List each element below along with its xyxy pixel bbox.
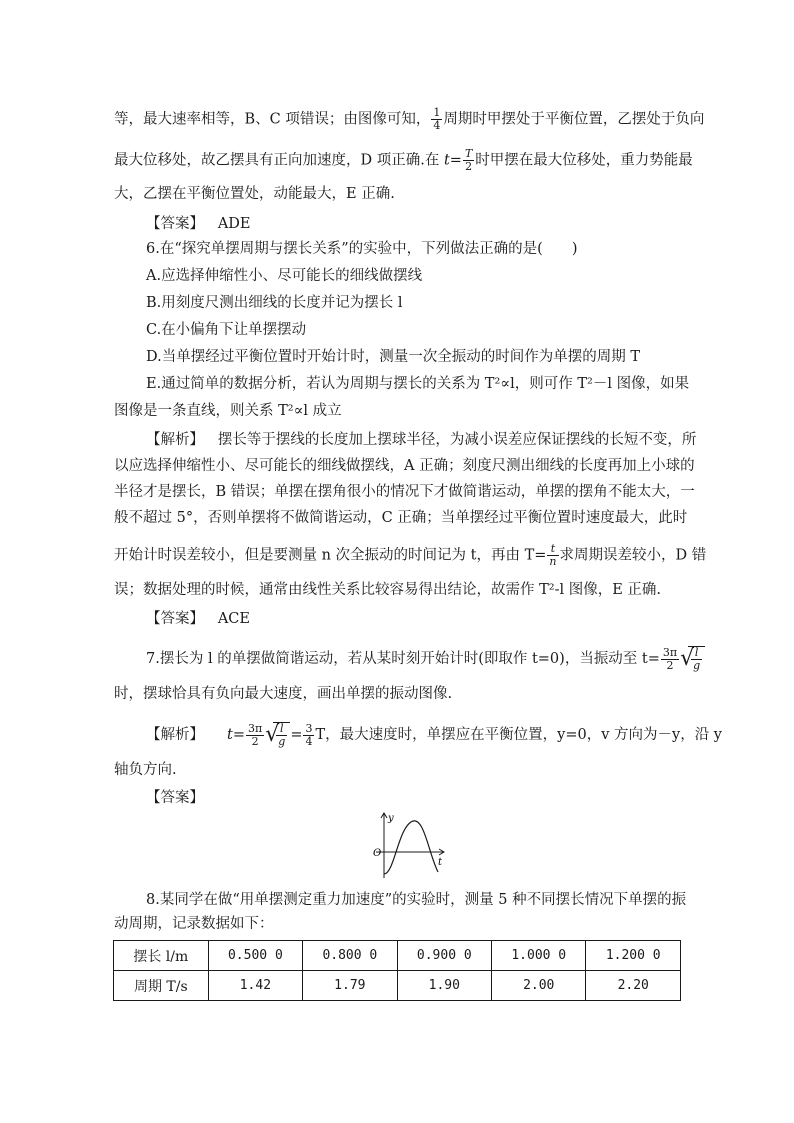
text-span: 最大位移处，故乙摆具有正向加速度，D 项正确.在 (114, 152, 440, 169)
fraction-denominator: 4 (305, 734, 313, 748)
fraction-denominator: n (549, 555, 557, 568)
table-cell: 0.800 0 (303, 941, 397, 971)
option-e: E.通过简单的数据分析，若认为周期与摆长的关系为 T²∝l，则可作 T²－l 图像，如果 (146, 376, 690, 392)
table-cell: 1.200 0 (586, 941, 681, 971)
table-header-cell: 摆长 l/m (114, 941, 209, 971)
solution-line (146, 430, 696, 450)
text-span: 等，最大速率相等，B、C 项错误；由图像可知， (114, 111, 431, 128)
text-span: 摆长等于摆线的长度加上摆球半径，为减小误差应保证摆线的长短不变，所 (217, 432, 697, 448)
text-line: 时，摆球恰具有负向最大速度，画出单摆的振动图像. (114, 686, 453, 702)
solution-label: 【解析】 (146, 727, 204, 743)
fraction-denominator: 4 (433, 119, 441, 132)
text-span: T，最大速度时，单摆应在平衡位置，y=0，v 方向为－y，沿 y (315, 727, 722, 743)
option-a: A.应选择伸缩性小、尽可能长的细线做摆线 (146, 268, 423, 284)
math-eq: = (449, 152, 462, 169)
question-stem (146, 646, 705, 672)
table-cell: 1.000 0 (492, 941, 586, 971)
vibration-graph (370, 810, 450, 880)
fraction-denominator: g (278, 735, 286, 748)
fraction-3pi-over-2 (246, 723, 264, 748)
text-line (114, 107, 704, 132)
answer-line (146, 214, 251, 234)
y-axis-label: y (388, 813, 394, 824)
option-e-continued: 图像是一条直线，则关系 T²∝l 成立 (114, 403, 342, 419)
option-d: D.当单摆经过平衡位置时开始计时，测量一次全振动的时间作为单摆的周期 T (146, 349, 640, 365)
fraction-numerator: l (276, 723, 287, 736)
text-line (114, 148, 693, 173)
table-cell: 2.20 (586, 971, 681, 1001)
option-c: C.在小偏角下让单摆摆动 (146, 322, 307, 338)
answer-value: ACE (217, 611, 250, 627)
math-eq: = (290, 727, 303, 743)
radical-sign: √ (265, 722, 280, 747)
table-cell: 1.90 (397, 971, 491, 1001)
question-stem: 6.在“探究单摆周期与摆长关系”的实验中，下列做法正确的是( ) (146, 241, 578, 257)
fraction-denominator: 2 (251, 734, 259, 748)
table-cell: 0.500 0 (208, 941, 302, 971)
t-axis-label: t (438, 857, 443, 868)
answer-value: ADE (217, 216, 251, 232)
fraction-3-over-4 (303, 723, 314, 748)
text-line: 大，乙摆在平衡位置处，动能最大，E 正确. (114, 186, 395, 202)
question-stem: 8.某同学在做“用单摆测定重力加速度”的实验时，测量 5 种不同摆长情况下单摆的振 (146, 892, 687, 908)
fraction-denominator: 2 (666, 658, 674, 672)
radical-sign: √ (680, 646, 695, 671)
sqrt-l-over-g (265, 722, 290, 748)
table-cell: 1.42 (208, 971, 302, 1001)
text-span: 周期时甲摆处于平衡位置，乙摆处于负向 (443, 111, 705, 128)
fraction-denominator: 2 (465, 160, 473, 173)
answer-label: 【答案】 (146, 611, 204, 627)
solution-line (146, 722, 722, 748)
text-line: 半径才是摆长，B 错误；单摆在摆角很小的情况下才做简谐运动，单摆的摆角不能太大，一 (114, 484, 695, 500)
text-span: 7.摆长为 l 的单摆做简谐运动，若从某时刻开始计时(即取作 t=0)，当振动至 t= (146, 651, 660, 667)
fraction-numerator: 1 (433, 106, 441, 119)
text-line: 以应选择伸缩性小、尽可能长的细线做摆线，A 正确；刻度尺测出细线的长度再加上小球的 (114, 458, 695, 474)
origin-label: O (373, 848, 382, 859)
text-line: 般不超过 5°，否则单摆将不做简谐运动，C 正确；当单摆经过平衡位置时速度最大，此时 (114, 510, 688, 526)
fraction-denominator: g (693, 659, 701, 672)
fraction-one-quarter (431, 107, 442, 132)
math-var: t= (227, 727, 246, 743)
answer-label: 【答案】 (146, 216, 204, 232)
fraction-numerator: T (464, 147, 473, 160)
fraction-numerator: 3π (248, 721, 263, 735)
table-row (114, 941, 681, 971)
table-cell: 0.900 0 (397, 941, 491, 971)
option-b: B.用刻度尺测出细线的长度并记为摆长 l (146, 295, 403, 311)
text-line (114, 543, 706, 568)
sqrt-l-over-g (680, 646, 705, 672)
answer-label: 【答案】 (146, 790, 204, 806)
fraction-numerator: 3 (305, 721, 313, 735)
solution-label: 【解析】 (146, 432, 204, 448)
fraction-t-over-2 (463, 148, 474, 173)
text-line: 动周期，记录数据如下： (114, 916, 274, 932)
text-span: 开始计时误差较小，但是要测量 n 次全振动的时间记为 t，再由 T= (114, 547, 547, 564)
sine-curve (384, 821, 438, 874)
text-line: 误；数据处理的时候，通常由线性关系比较容易得出结论，故需作 T²-l 图像，E 正确. (114, 582, 662, 598)
table-cell: 2.00 (492, 971, 586, 1001)
fraction-3pi-over-2 (661, 647, 679, 672)
fraction-numerator: t (547, 543, 558, 556)
answer-line (146, 609, 250, 629)
fraction-numerator: 3π (662, 645, 678, 659)
math-var: t (443, 152, 450, 169)
table-cell: 1.79 (303, 971, 397, 1001)
text-span: 时甲摆在最大位移处，重力势能最 (475, 152, 693, 169)
data-table (113, 940, 681, 1001)
text-line: 轴负方向. (114, 762, 177, 778)
table-row (114, 971, 681, 1001)
table-header-cell: 周期 T/s (114, 971, 209, 1001)
fraction-t-over-n (547, 543, 558, 568)
fraction-numerator: l (691, 647, 702, 660)
text-span: 求周期误差较小，D 错 (559, 547, 707, 564)
